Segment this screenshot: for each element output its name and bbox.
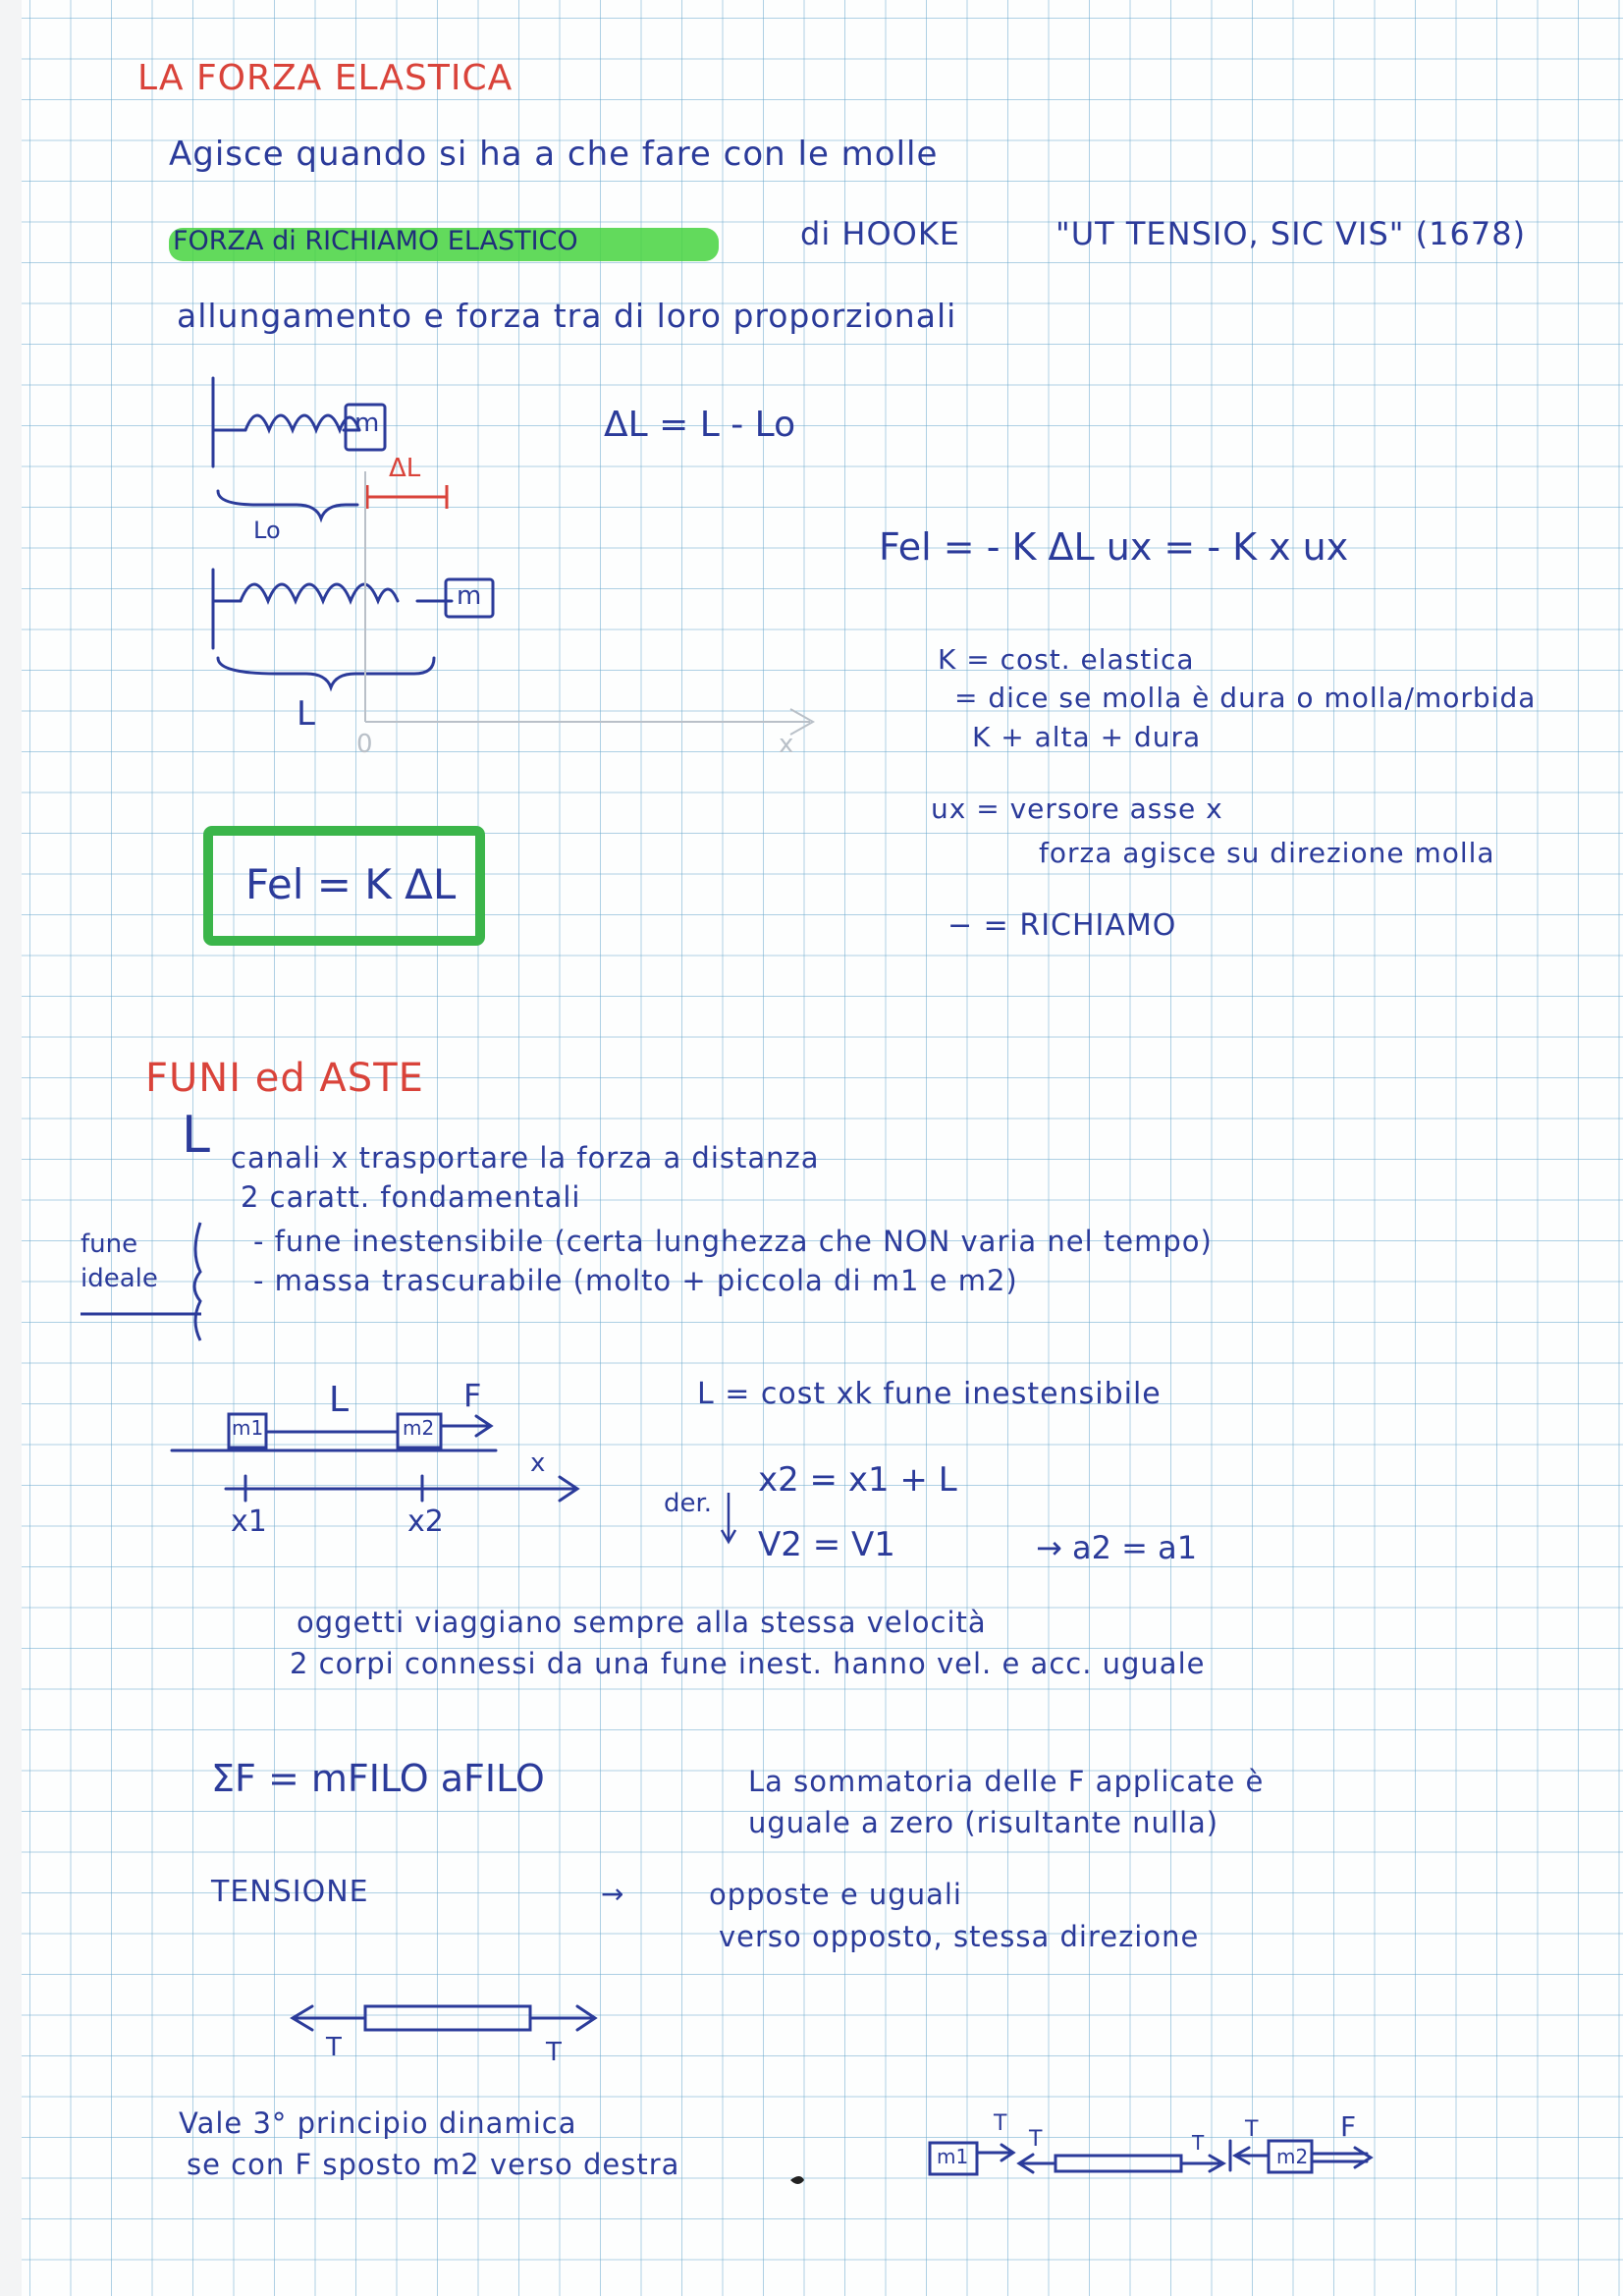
fune-ideale-label: fune ideale bbox=[81, 1230, 158, 1294]
axis-x-label: x bbox=[779, 730, 794, 759]
spring-label-l: L bbox=[297, 694, 315, 734]
funi-line-2: 2 caratt. fondamentali bbox=[241, 1180, 581, 1214]
equation-x: x2 = x1 + L bbox=[758, 1460, 957, 1500]
tensione-text-2: verso opposto, stessa direzione bbox=[719, 1920, 1200, 1953]
tension-T-left: T bbox=[326, 2033, 342, 2062]
tensione-label: TENSIONE bbox=[211, 1875, 369, 1909]
hooke-quote: "UT TENSIO, SIC VIS" (1678) bbox=[1055, 215, 1527, 252]
ux-line-1: ux = versore asse x bbox=[931, 793, 1223, 825]
faint-axis bbox=[365, 471, 813, 735]
third-law-T4: T bbox=[1245, 2117, 1259, 2142]
dinamica-line-2: se con F sposto m2 verso destra bbox=[187, 2148, 680, 2181]
ux-line-2: forza agisce su direzione molla bbox=[1039, 837, 1495, 869]
sum-text-1: La sommatoria delle F applicate è bbox=[748, 1765, 1265, 1798]
l-cost-line: L = cost xk fune inestensibile bbox=[697, 1377, 1162, 1411]
third-law-F: F bbox=[1340, 2110, 1357, 2143]
spring-mass-1: m bbox=[354, 409, 380, 438]
section-title-funi: FUNI ed ASTE bbox=[145, 1056, 424, 1101]
rope-m2: m2 bbox=[403, 1416, 435, 1440]
axis-origin: 0 bbox=[356, 730, 373, 759]
k-line-2: = dice se molla è dura o molla/morbida bbox=[954, 682, 1537, 714]
tensione-arrow: → bbox=[601, 1878, 624, 1910]
tensione-text-1: opposte e uguali bbox=[709, 1878, 962, 1911]
third-law-T3: T bbox=[1192, 2131, 1205, 2155]
hooke-highlight-text: FORZA di RICHIAMO ELASTICO bbox=[173, 226, 578, 256]
tension-diagram bbox=[293, 2006, 595, 2030]
funi-line-1: canali x trasportare la forza a distanza bbox=[231, 1141, 820, 1175]
k-line-1: K = cost. elastica bbox=[938, 643, 1195, 676]
sum-text-2: uguale a zero (risultante nulla) bbox=[748, 1806, 1219, 1839]
intro-line: Agisce quando si ha a che fare con le molle bbox=[169, 135, 939, 174]
derivative-arrow bbox=[722, 1493, 735, 1542]
third-law-m2: m2 bbox=[1276, 2145, 1309, 2168]
dinamica-line-1: Vale 3° principio dinamica bbox=[179, 2106, 577, 2140]
vector-formula: Fel = - K ΔL ux = - K x ux bbox=[879, 525, 1349, 569]
rope-x1: x1 bbox=[231, 1504, 267, 1539]
third-law-T2: T bbox=[1029, 2127, 1043, 2152]
page-title: LA FORZA ELASTICA bbox=[137, 58, 514, 98]
rope-L: L bbox=[329, 1380, 350, 1420]
sum-formula: ΣF = mFILO aFILO bbox=[211, 1757, 545, 1800]
der-label: der. bbox=[664, 1489, 713, 1518]
ink-dot bbox=[790, 2176, 804, 2184]
oggetti-line-2: 2 corpi connessi da una fune inest. hanno vel. e acc. uguale bbox=[290, 1647, 1206, 1680]
minus-line: − = RICHIAMO bbox=[947, 908, 1177, 943]
spring-mass-2: m bbox=[457, 581, 482, 611]
oggetti-line-1: oggetti viaggiano sempre alla stessa velocità bbox=[297, 1606, 987, 1639]
equation-a: → a2 = a1 bbox=[1036, 1529, 1198, 1566]
third-law-T1: T bbox=[994, 2111, 1007, 2136]
rope-x2: x2 bbox=[407, 1504, 444, 1539]
third-law-m1: m1 bbox=[937, 2145, 969, 2168]
boxed-formula: Fel = K ΔL bbox=[245, 860, 457, 908]
delta-l-marker bbox=[367, 485, 447, 509]
rope-x: x bbox=[530, 1449, 546, 1478]
rope-m1: m1 bbox=[232, 1416, 264, 1440]
tension-T-right: T bbox=[546, 2038, 562, 2067]
delta-l-label: ΔL bbox=[389, 454, 421, 483]
funi-corner-glyph: L bbox=[182, 1106, 210, 1165]
k-line-3: K + alta + dura bbox=[972, 721, 1202, 753]
equation-v: V2 = V1 bbox=[758, 1525, 895, 1564]
hooke-of: di HOOKE bbox=[800, 215, 961, 252]
delta-l-equation: ΔL = L - Lo bbox=[604, 405, 796, 445]
rope-F: F bbox=[463, 1377, 482, 1414]
spring-label-lo: Lo bbox=[253, 517, 281, 544]
funi-line-3: - fune inestensibile (certa lunghezza che NON varia nel tempo) bbox=[253, 1225, 1213, 1258]
proportional-line: allungamento e forza tra di loro proporzionali bbox=[177, 297, 957, 335]
funi-line-4: - massa trascurabile (molto + piccola di m1 e m2) bbox=[253, 1264, 1018, 1297]
